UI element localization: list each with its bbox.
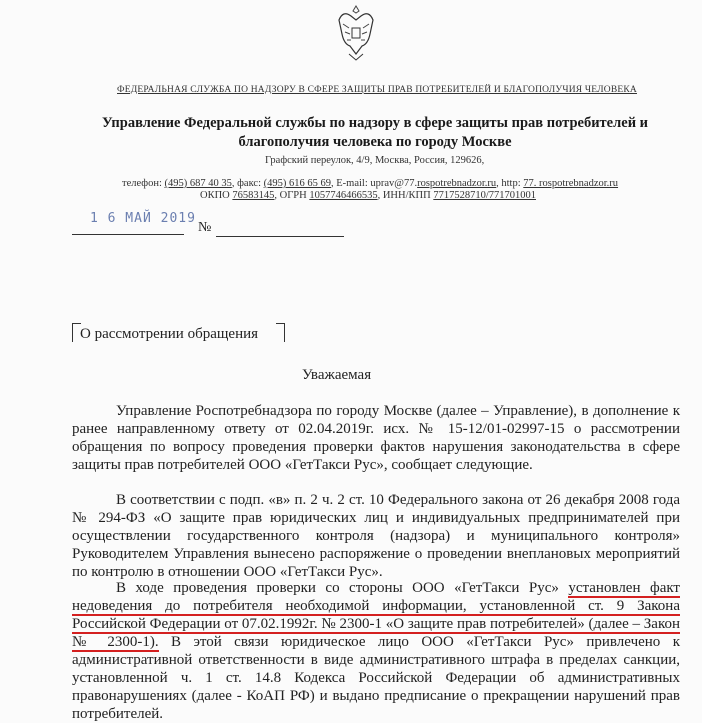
date-underline — [72, 234, 184, 235]
okpo-label: ОКПО — [200, 190, 230, 201]
greeting: Уважаемая — [302, 367, 372, 383]
website-link: 77. rospotrebnadzor.ru — [523, 178, 619, 189]
ogrn-label: , ОГРН — [274, 190, 307, 201]
fax-number: (495) 616 65 69 — [263, 178, 332, 189]
paragraph-1: Управление Роспотребнадзора по городу Москве (далее – Управление), в дополнение к ранее направленному ответу от 02.04.2019г. исх. № 15-12/01-02997-15 о рассмотрении обращения по вопросу проведения проверки фактов нарушения законодательства в сфере защиты прав потребителей ООО «ГетТакси Рус», сообщает следующие. — [72, 403, 680, 473]
coat-of-arms-emblem — [333, 2, 379, 62]
subject-line: О рассмотрении обращения — [80, 326, 259, 342]
registration-codes — [200, 190, 536, 201]
paragraph-3-start: В ходе проведения проверки со стороны ООО «ГетТакси Рус» — [116, 580, 569, 596]
fax-label: , факс: — [231, 178, 262, 189]
phone-label: телефон: — [122, 178, 162, 189]
inn-label: , ИНН/КПП — [377, 190, 431, 201]
number-sign: № — [198, 220, 212, 235]
email-domain: rospotrebnadzor.ru — [417, 178, 497, 189]
inn-value: 7717528710/771701001 — [433, 190, 536, 201]
okpo-value: 76583145 — [232, 190, 275, 201]
highlighted-violation: установлен факт недоведения до потребителя необходимой информации, установленной ст. 9 Закона Российской Федерации от 07.02.1992г. № 2300-1 «О защите прав потребителей» (далее – Закон № 2300-1). — [72, 580, 680, 650]
contact-line — [122, 178, 618, 189]
paragraph-2: В соответствии с подп. «в» п. 2 ч. 2 ст. 10 Федерального закона от 26 декабря 2008 года № 294-ФЗ «О защите прав юридических лиц и индивидуальных предпринимателей при осуществлении государственного контроля (надзора) и муниципального контроля» Руководителем Управления вынесено распоряжение о проведении внеплановых мероприятий по контролю в отношении ООО «ГетТакси Рус». — [72, 492, 680, 580]
title-line-1: Управление Федеральной службы по надзору в сфере защиты прав потребителей и — [101, 115, 649, 131]
subject-bracket-right — [276, 323, 285, 342]
date-stamp: 1 6 МАЙ 2019 — [90, 211, 196, 226]
title-line-2: благополучия человека по городу Москве — [238, 134, 512, 150]
ogrn-value: 1057746466535 — [309, 190, 378, 201]
agency-name: ФЕДЕРАЛЬНАЯ СЛУЖБА ПО НАДЗОРУ В СФЕРЕ ЗАЩИТЫ ПРАВ ПОТРЕБИТЕЛЕЙ И БЛАГОПОЛУЧИЯ ЧЕЛОВЕКА — [117, 85, 637, 95]
postal-address: Графский переулок, 4/9, Москва, Россия, 129626, — [265, 155, 485, 166]
http-label: , http: — [496, 178, 521, 189]
phone-number: (495) 687 40 35 — [164, 178, 232, 189]
email-label: , E-mail: uprav@77. — [331, 178, 418, 189]
number-underline — [216, 236, 344, 237]
department-title — [80, 114, 670, 152]
paragraph-3 — [72, 579, 680, 723]
paragraph-3-end: В этой связи юридическое лицо ООО «ГетТакси Рус» привлечено к административной ответственности в виде административного штрафа в пределах санкции, установленной ч. 1 ст. 14.8 Кодекса Российской Федерации об административных правонарушениях (далее - КоАП РФ) и выдано предписание о прекращении нарушений прав потребителей. — [72, 634, 680, 722]
